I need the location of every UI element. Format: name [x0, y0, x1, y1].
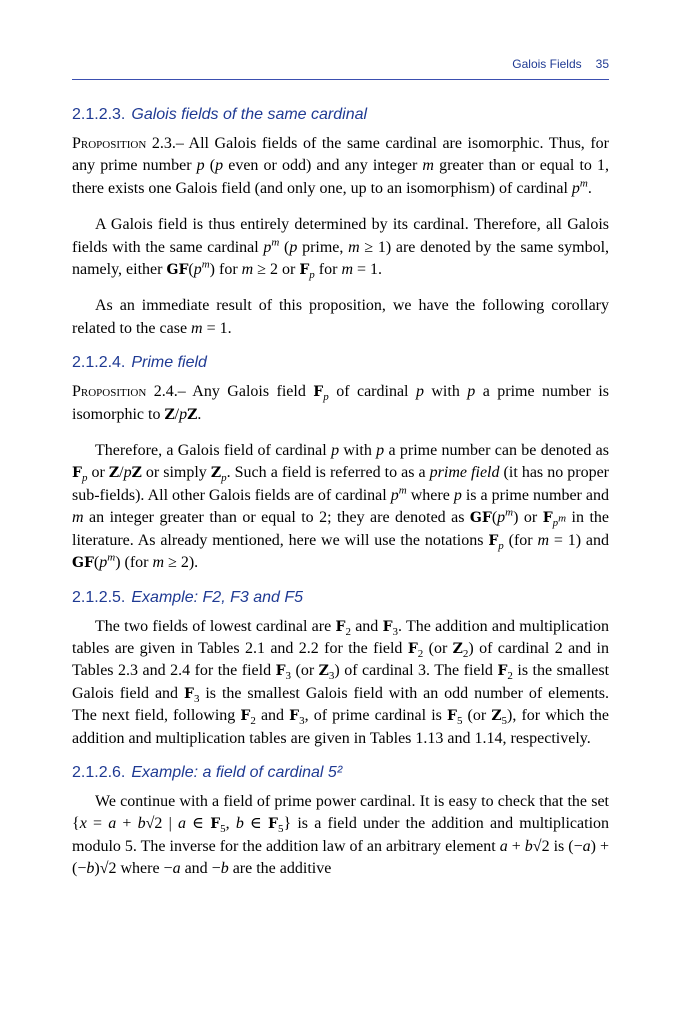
proposition-2-4: Proposition 2.4.– Any Galois field $F_p$ of cardinal p with p a prime number is isomorphic to Z/pZ. [72, 383, 610, 423]
section-title: Example: F2, F3 and F5 [131, 588, 304, 606]
section-title: Example: a field of cardinal 5² [131, 763, 343, 781]
section-number: 2.1.2.3. [72, 106, 126, 123]
paragraph: A Galois field is thus entirely determined by its cardinal. Therefore, all Galois fields with the same cardinal $p^m$ (p prime, m ≥ 1) are denoted by the same symbol, namely, either $GF(p^m)$ for m ≥ 2 or $F_p$ for m = 1. [72, 216, 610, 282]
section-heading-2-1-2-5 [72, 587, 609, 609]
proposition-2-3: Proposition 2.3.– All Galois fields of the same cardinal are isomorphic. Thus, for any prime number p (p even or odd) and any integer m greater than or equal to 1, there exists one Galois field (and only one, up to an isomorphism) of cardinal $p^m$. [72, 135, 610, 197]
paragraph: We continue with a field of prime power cardinal. It is easy to check that the set {x = a + b√2 | a ∈ $F_5$, b ∈ $F_5$} is a field under the addition and multiplication modulo 5. The inverse for the addition law of an arbitrary element a + b√2 is (−a) + (−b)√2 where −a and −b are the additive [72, 792, 610, 878]
section-number: 2.1.2.6. [72, 763, 126, 781]
proposition-label: Proposition [72, 383, 147, 401]
proposition-label: Proposition [72, 135, 147, 152]
section-heading-2-1-2-3 [72, 104, 609, 126]
main-content [72, 104, 609, 881]
section-title: Galois fields of the same cardinal [131, 106, 368, 123]
header-rule [72, 79, 609, 80]
section-heading-2-1-2-4 [72, 352, 609, 374]
section-title: Prime field [131, 354, 207, 372]
paragraph: The two fields of lowest cardinal are $F_2$ and $F_3$. The addition and multiplication tables are given in Tables 2.1 and 2.2 for the field $F_2$ (or $Z_2$) of cardinal 2 and in Tables 2.3 and 2.4 for the field $F_3$ (or $Z_3$) of cardinal 3. The field $F_2$ is the smallest Galois field and $F_3$ is the smallest Galois field with an odd number of elements. The next field, following $F_2$ and $F_3$, of prime cardinal is $F_5$ (or $Z_5$), for which the addition and multiplication tables are given in Tables 1.13 and 1.14, respectively. [72, 617, 610, 747]
running-head-title: Galois Fields [512, 57, 582, 71]
section-number: 2.1.2.4. [72, 354, 126, 372]
running-head [512, 57, 609, 71]
section-heading-2-1-2-6 [72, 762, 609, 784]
paragraph: As an immediate result of this proposition, we have the following corollary related to the case m = 1. [72, 297, 609, 337]
proposition-number: 2.4.– [153, 383, 186, 401]
prime-field-term: prime field [429, 464, 500, 482]
section-number: 2.1.2.5. [72, 588, 126, 606]
page-number: 35 [595, 57, 609, 71]
proposition-number: 2.3.– [151, 135, 184, 152]
paragraph: Therefore, a Galois field of cardinal p with p a prime number can be denoted as $F_p$ or Z/pZ or simply $Z_p$. Such a field is referred to as a prime field (it has no proper sub-fields). All other Galois fields are of cardinal $p^m$ where p is a prime number and m an integer greater than or equal to 2; they are denoted as $GF(p^m)$ or $F_{p^m}$ in the literature. As already mentioned, here we will use the notations $F_p$ (for m = 1) and $GF(p^m)$ (for m ≥ 2). [72, 442, 610, 572]
